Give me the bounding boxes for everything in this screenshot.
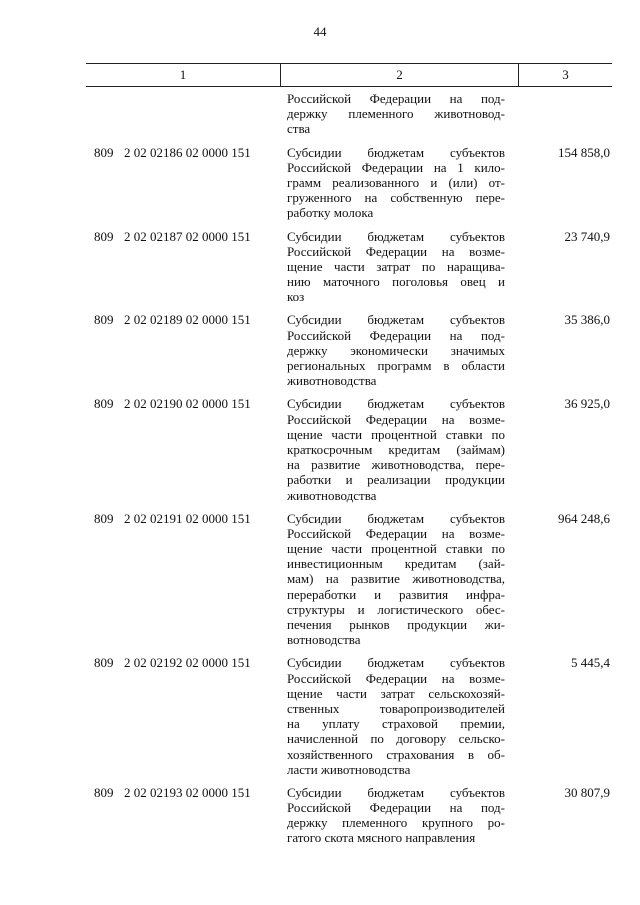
code-cell	[86, 312, 281, 388]
amount-cell: 35 386,0	[564, 312, 610, 328]
table-row	[86, 229, 612, 305]
description-line: щение части затрат сельскохозяй-	[287, 685, 505, 701]
description-line: работки и реализации продукции	[287, 472, 505, 488]
description-line: Российской Федерации на под-	[287, 327, 505, 343]
description-cell	[281, 655, 519, 777]
description-line: держку племенного крупного ро-	[287, 815, 505, 831]
description-line: ласти животноводства	[287, 761, 411, 777]
admin-code: 809	[94, 312, 114, 328]
admin-code: 809	[94, 144, 114, 160]
description-line: Российской Федерации на возме-	[287, 243, 505, 259]
budget-code: 2 02 02192 02 0000 151	[124, 655, 251, 671]
description-cell	[281, 145, 519, 221]
description-cell	[281, 312, 519, 388]
budget-code: 2 02 02191 02 0000 151	[124, 510, 251, 526]
description-line: краткосрочным кредитам (займам)	[287, 441, 505, 457]
description-line: коз	[287, 289, 305, 305]
description-line: начисленной по договору сельско-	[287, 731, 505, 747]
amount-cell: 154 858,0	[558, 144, 610, 160]
description-line: гатого скота мясного направления	[287, 830, 476, 846]
continuation-row	[86, 91, 612, 137]
description-line: щение части процентной ставки по	[287, 541, 505, 557]
description-line: Субсидии бюджетам субъектов	[287, 144, 505, 160]
description-line: грамм реализованного и (или) от-	[287, 174, 505, 190]
code-cell	[86, 91, 281, 137]
table-row	[86, 145, 612, 221]
code-cell	[86, 229, 281, 305]
description-line: Субсидии бюджетам субъектов	[287, 312, 505, 328]
table-row	[86, 312, 612, 388]
table-row	[86, 511, 612, 648]
description-line: нию маточного поголовья овец и	[287, 274, 505, 290]
description-line: мам) на развитие животноводства,	[287, 571, 505, 587]
description-line: Субсидии бюджетам субъектов	[287, 396, 505, 412]
description-line: груженного на собственную пере-	[287, 190, 505, 206]
description-line: Российской Федерации на 1 кило-	[287, 159, 505, 175]
description-line: Российской Федерации на под-	[287, 800, 505, 816]
description-line: Российской Федерации на возме-	[287, 670, 505, 686]
budget-code: 2 02 02186 02 0000 151	[124, 144, 251, 160]
header-col-3: 3	[562, 67, 569, 82]
header-col-1: 1	[86, 64, 281, 86]
table-row	[86, 396, 612, 502]
description-line: структуры и логистического обес-	[287, 601, 505, 617]
description-line: вотноводства	[287, 632, 361, 648]
amount-cell: 23 740,9	[564, 228, 610, 244]
description-line: щение части процентной ставки по	[287, 426, 505, 442]
budget-code: 2 02 02193 02 0000 151	[124, 784, 251, 800]
description-line: на уплату страховой премии,	[287, 716, 505, 732]
admin-code: 809	[94, 784, 114, 800]
description-line: держку племенного животновод-	[287, 106, 505, 122]
amount-cell: 30 807,9	[564, 784, 610, 800]
description-line: хозяйственного страхования в об-	[287, 746, 505, 762]
description-cell	[281, 91, 519, 137]
header-col-2: 2	[281, 64, 519, 86]
table-row	[86, 785, 612, 846]
description-line: Субсидии бюджетам субъектов	[287, 655, 505, 671]
description-line: работку молока	[287, 205, 374, 221]
description-line: держку экономически значимых	[287, 342, 505, 358]
description-cell	[281, 396, 519, 502]
description-line: Субсидии бюджетам субъектов	[287, 510, 505, 526]
code-cell	[86, 511, 281, 648]
description-line: Субсидии бюджетам субъектов	[287, 228, 505, 244]
description-line: печения рынков продукции жи-	[287, 617, 505, 632]
description-line: Российской Федерации на возме-	[287, 525, 505, 541]
budget-code: 2 02 02189 02 0000 151	[124, 312, 251, 328]
amount-cell: 5 445,4	[571, 655, 610, 671]
description-line: региональных программ в области	[287, 358, 505, 373]
code-cell	[86, 145, 281, 221]
amount-cell	[519, 91, 612, 137]
description-cell	[281, 785, 519, 846]
description-line: на развитие животноводства, пере-	[287, 457, 505, 473]
description-cell	[281, 511, 519, 648]
description-line: Российской Федерации на возме-	[287, 411, 505, 427]
description-line: ственных товаропроизводителей	[287, 700, 505, 716]
description-line: Российской Федерации на под-	[287, 91, 505, 106]
admin-code: 809	[94, 396, 114, 412]
budget-code: 2 02 02190 02 0000 151	[124, 396, 251, 412]
budget-code: 2 02 02187 02 0000 151	[124, 228, 251, 244]
page-number: 44	[313, 24, 327, 39]
amount-cell: 36 925,0	[564, 396, 610, 412]
description-line: Субсидии бюджетам субъектов	[287, 784, 505, 800]
table-body	[86, 91, 612, 854]
table-header	[86, 63, 612, 87]
code-cell	[86, 655, 281, 777]
admin-code: 809	[94, 228, 114, 244]
table-row	[86, 655, 612, 777]
amount-cell: 964 248,6	[558, 510, 610, 526]
admin-code: 809	[94, 655, 114, 671]
description-line: ства	[287, 121, 311, 137]
code-cell	[86, 396, 281, 502]
description-line: животноводства	[287, 487, 377, 503]
description-line: переработки и развития инфра-	[287, 586, 505, 602]
admin-code: 809	[94, 510, 114, 526]
code-cell	[86, 785, 281, 846]
description-cell	[281, 229, 519, 305]
description-line: щение части затрат по наращива-	[287, 258, 505, 274]
description-line: животноводства	[287, 373, 377, 389]
description-line: инвестиционным кредитам (зай-	[287, 556, 505, 572]
